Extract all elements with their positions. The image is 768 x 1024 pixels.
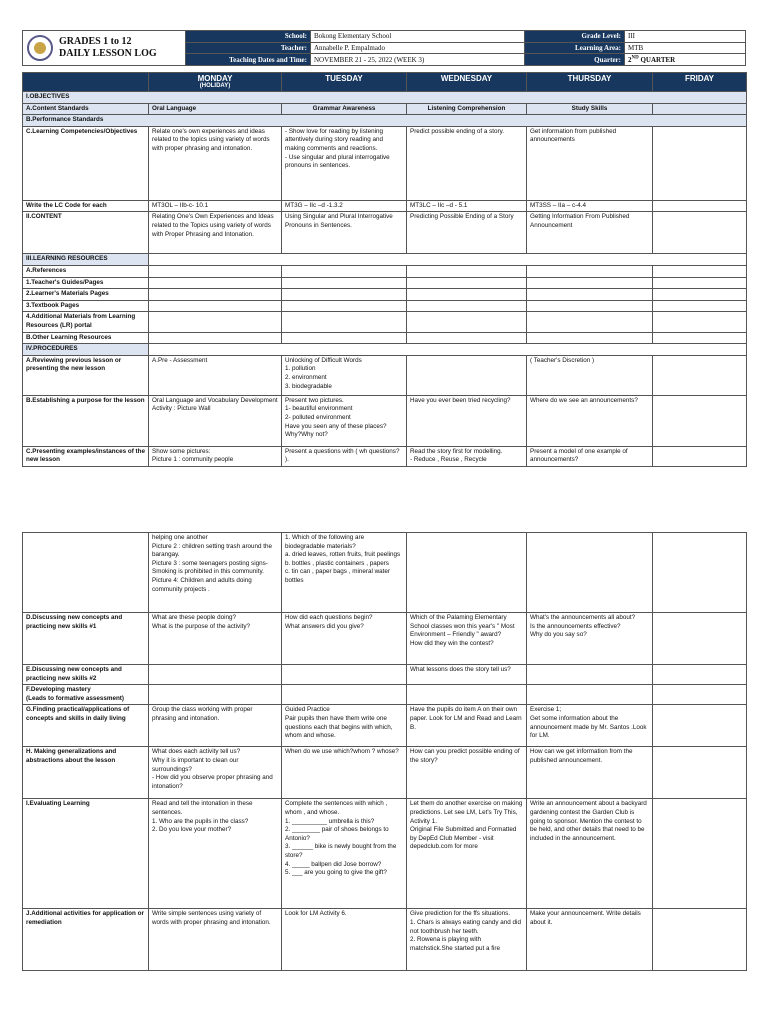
row-teachers-guide: 1.Teacher's Guides/Pages xyxy=(23,277,747,289)
dates-value: NOVEMBER 21 - 25, 2022 (WEEK 3) xyxy=(311,54,525,66)
row-competencies: C.Learning Competencies/Objectives Relate one's own experiences and ideas related to the topics using variety of words with proper phrasing and intonation. - Show love for reading by listening attentively during story reading and making comments and reactions. - Use singular and plural interrogative pronouns in sentences. Predict possible ending of a story. Get information from published announcements xyxy=(23,126,747,200)
row-proc-b: B.Establishing a purpose for the lesson Oral Language and Vocabulary Development Activity : Picture Wall Present two pictures. 1- beautiful environment 2- polluted environment Have you seen any of these places? Why?Why not? Have you ever been tried recycling? Where do we see an announcements? xyxy=(23,395,747,446)
row-proc-i: I.Evaluating Learning Read and tell the intonation in these sentences. 1. Who are the pupils in the class? 2. Do you love your mother? Complete the sentences with which , whom , and whose. 1. __________ umbrella is this? 2. ________ pair of shoes belongs to Antonio? 3. ______ bike is newly bought from the store? 4. _____ ballpen did Jose borrow? 5. ___ are you going to give the gift? Let them do another exercise on making predictions. Let see LM, Let's Try This, Activity 1. Original File Submitted and Formatted by DepEd Club Member - visit depedclub.com for more Write an announcement about a backyard gardening contest the Garden Club is going to sponsor. Mention the contest to be held, and other details that need to be included in the announcement. xyxy=(23,799,747,909)
header-info-table xyxy=(185,30,746,66)
row-references: A.References xyxy=(23,265,747,277)
day-monday: MONDAY (HOLIDAY) xyxy=(149,73,282,92)
logo-area xyxy=(22,30,185,66)
day-thursday: THURSDAY xyxy=(527,73,653,92)
dates-label: Teaching Dates and Time: xyxy=(186,54,311,66)
logo-title: GRADES 1 to 12 xyxy=(59,36,132,47)
day-header-row xyxy=(23,73,747,92)
quarter-label: Quarter: xyxy=(525,54,625,66)
row-additional-materials: 4.Additional Materials from Learning Resources (LR) portal xyxy=(23,312,747,332)
logo-subtitle: DAILY LESSON LOG xyxy=(59,48,157,59)
row-proc-f: F.Developing mastery (Leads to formative assessment) xyxy=(23,685,747,705)
day-wednesday: WEDNESDAY xyxy=(407,73,527,92)
row-performance-standards: B.Performance Standards xyxy=(23,115,747,127)
row-proc-h: H. Making generalizations and abstractions about the lesson What does each activity tell us? Why it is important to clean our surroundings? - How did you observe proper phrasing and intonation? When do we use which?whom ? whose? How can you predict possible ending of the story? How can we get information from the published announcement. xyxy=(23,747,747,799)
dll-page-2 xyxy=(22,532,746,971)
dll-page-1 xyxy=(22,30,746,467)
school-value: Bokong Elementary School xyxy=(311,31,525,43)
grade-label: Grade Level: xyxy=(525,31,625,43)
row-proc-d: D.Discussing new concepts and practicing new skills #1 What are these people doing? What is the purpose of the activity? How did each questions begin? What answers did you give? Which of the Palaming Elementary School classes won this year's " Most Environment – Friendly " award? How did they win the contest? What's the announcements all about? Is the announcements effective? Why do you say so? xyxy=(23,613,747,665)
row-textbook: 3.Textbook Pages xyxy=(23,300,747,312)
row-lc-code: Write the LC Code for each MT3OL – IIb-c- 10.1 MT3G – IIc –d -1.3.2 MT3LC – IIc –d - 5.1 MT3SS – IIa – c-4.4 xyxy=(23,200,747,212)
row-other-resources: B.Other Learning Resources xyxy=(23,332,747,344)
school-label: School: xyxy=(186,31,311,43)
dll-table-page-2 xyxy=(22,532,747,971)
area-value: MTB xyxy=(625,42,746,54)
section-procedures: IV.PROCEDURES xyxy=(23,344,747,356)
area-label: Learning Area: xyxy=(525,42,625,54)
row-proc-c: C.Presenting examples/instances of the new lesson Show some pictures: Picture 1 : community people Present a questions with ( wh questions? ). Read the story first for modelling. - Reduce , Reuse , Recycle Present a model of one example of announcements? xyxy=(23,446,747,466)
deped-seal-icon xyxy=(27,35,53,61)
dll-table-page-1 xyxy=(22,72,747,467)
quarter-value: 2ND QUARTER xyxy=(625,54,746,66)
row-learners-materials: 2.Learner's Materials Pages xyxy=(23,289,747,301)
day-tuesday: TUESDAY xyxy=(282,73,407,92)
day-friday: FRIDAY xyxy=(653,73,747,92)
row-proc-g: G.Finding practical/applications of concepts and skills in daily living Group the class working with proper phrasing and intonation. Guided Practice Pair pupils then have them write one questions each that begins with which, whom and whose. Have the pupils do item A on their own paper. Look for LM and Read and Learn B. Exercise 1; Get some information about the announcement made by Mr. Santos .Look for LM. xyxy=(23,705,747,747)
dll-header xyxy=(22,30,746,66)
row-proc-j: J.Additional activities for application or remediation Write simple sentences using variety of words with proper phrasing and intonation. Look for LM Activity 6. Give prediction for the ffs situations. 1. Chars is always eating candy and did not toothbrush her teeth. 2. Rowena is playing with matchstick.She started put a fire Make your announcement. Write details about it. xyxy=(23,909,747,971)
row-content-standards: A.Content Standards Oral Language Grammar Awareness Listening Comprehension Study Skills xyxy=(23,103,747,115)
row-content: II.CONTENT Relating One's Own Experiences and Ideas related to the Topics using variety of words with Proper Phrasing and Intonation. Using Singular and Plural Interrogative Pronouns in Sentences. Predicting Possible Ending of a Story Getting Information From Published Announcement xyxy=(23,212,747,254)
teacher-label: Teacher: xyxy=(186,42,311,54)
row-proc-a: A.Reviewing previous lesson or presenting the new lesson A.Pre - Assessment Unlocking of Difficult Words 1. pollution 2. environment 3. biodegradable ( Teacher's Discretion ) xyxy=(23,355,747,395)
teacher-value: Annabelle P. Empalmado xyxy=(311,42,525,54)
row-proc-c-continued: helping one another Picture 2 : children setting trash around the barangay. Picture 3 : some teenagers posting signs- Smoking is prohibited in this community. Picture 4: Children and adults doing community projects . 1. Which of the following are biodegradable materials? a. dried leaves, rotten fruits, fruit peelings b. bottles , plastic containers , papers c. tin can , paper bags , mineral water bottles xyxy=(23,533,747,613)
grade-value: III xyxy=(625,31,746,43)
section-objectives: I.OBJECTIVES xyxy=(23,92,747,104)
section-resources: III.LEARNING RESOURCES xyxy=(23,254,747,266)
row-proc-e: E.Discussing new concepts and practicing new skills #2 What lessons does the story tell us? xyxy=(23,665,747,685)
